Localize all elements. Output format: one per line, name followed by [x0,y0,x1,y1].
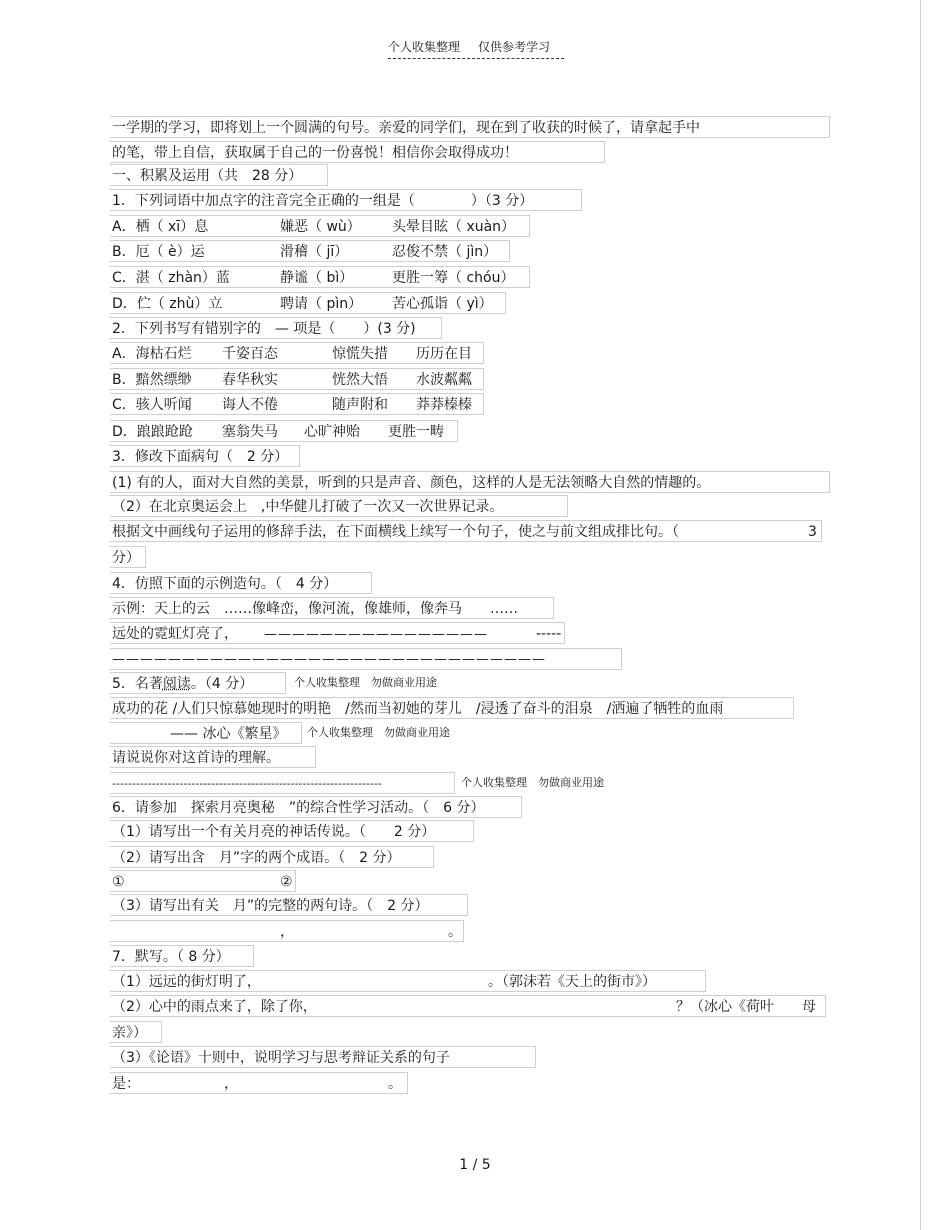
page-number: 1 / 5 [459,1157,491,1173]
q7-stem: 7．默写。（ 8 分） [110,945,254,967]
q5-poem: 成功的花 /人们只惊慕她现时的明艳 /然而当初她的芽儿 /浸透了奋斗的泪泉 /洒遍了牺牲的血雨 [110,697,794,719]
q3-sentence-2: （2）在北京奥运会上 ,中华健儿打破了一次又一次世界记录。 [110,495,568,517]
intro-line-2: 的笔，带上自信，获取属于自己的一份喜悦！相信你会取得成功！ [110,141,605,163]
q5-note-2: 个人收集整理 勿做商业用途 [307,726,450,739]
section-title: 一、积累及运用（共 28 分） [110,164,328,186]
q1-option-b: B．厄（ è）运 滑稽（ jī） 忍俊不禁（ jìn） [110,240,510,262]
q1-option-c: C．湛（ zhàn）蓝 静谧（ bì） 更胜一筹（ chóu） [110,266,530,288]
q2-option-b: B．黯然缥缈 春华秋实 恍然大悟 水波粼粼 [110,368,484,390]
q4-example: 示例：天上的云 ……像峰峦，像河流，像雄师，像奔马 …… [110,597,554,619]
q5-author: —— 冰心《繁星》 [110,722,302,744]
q6-part-2-answers: ① ② [110,870,296,892]
q5-note: 个人收集整理 勿做商业用途 [294,676,437,689]
page-edge-line [920,0,921,1230]
q7-part-2-end: 亲》） [110,1021,162,1043]
q2-stem: 2．下列书写有错别字的 — 项是（ ）(3 分) [110,317,442,339]
intro-line-1: 一学期的学习，即将划上一个圆满的句号。亲爱的同学们，现在到了收获的时候了，请拿起手中 [110,116,830,138]
q5-prompt: 请说说你对这首诗的理解。 [110,746,316,768]
q5-answer-line: -------------------------------------------------------------------- [110,772,455,794]
q3-instruction-end: 分） [110,546,146,568]
q6-part-2: （2）请写出含 月”字的两个成语。（ 2 分） [110,846,434,868]
q5-stem: 5．名著阅读。（4 分） [110,672,286,694]
q4-answer-line-1: 远处的霓虹灯亮了， ———————————————— ----- [110,622,565,644]
q4-answer-line-2: ——————————————————————————————— [110,648,622,670]
page-header [388,38,564,59]
q1-stem: 1．下列词语中加点字的注音完全正确的一组是（ ）（3 分） [110,189,582,211]
q6-part-1: （1）请写出一个有关月亮的神话传说。（ 2 分） [110,820,474,842]
q6-part-3-answer: ， 。 [110,920,464,942]
q2-option-d: D．踉踉跄跄 塞翁失马 心旷神贻 更胜一畴 [110,420,458,442]
q7-part-1: （1）远远的街灯明了， 。（郭沫若《天上的街市》） [110,970,706,992]
header-left: 个人收集整理 [388,40,461,54]
q7-part-3-answer: 是： ， 。 [110,1072,408,1094]
q6-part-3: （3）请写出有关 月”的完整的两句诗。（ 2 分） [110,894,468,916]
q1-option-d: D．伫（ zhù）立 聘请（ pìn） 苦心孤诣（ yì） [110,292,506,314]
q5-note-3: 个人收集整理 勿做商业用途 [461,776,604,789]
q3-instruction: 根据文中画线句子运用的修辞手法，在下面横线上续写一个句子，使之与前文组成排比句。（ 3 [110,520,822,542]
q7-part-2: （2）心中的雨点来了，除了你， ？（冰心《荷叶 母 [110,995,826,1017]
q3-sentence-1: (1) 有的人，面对大自然的美景，听到的只是声音、颜色，这样的人是无法领略大自然的情趣的。 [110,471,830,493]
q2-option-c: C．骇人听闻 诲人不倦 随声附和 莽莽榛榛 [110,393,484,415]
header-right: 仅供参考学习 [478,40,551,54]
q6-stem: 6．请参加 探索月亮奥秘 ”的综合性学习活动。（ 6 分） [110,796,522,818]
q2-option-a: A．海枯石烂 千姿百态 惊慌失措 历历在目 [110,342,484,364]
q7-part-3: （3）《论语》十则中，说明学习与思考辩证关系的句子 [110,1046,536,1068]
q3-stem: 3．修改下面病句（ 2 分） [110,445,300,467]
q1-option-a: A．栖（ xī）息 嫌恶（ wù） 头晕目眩（ xuàn） [110,215,530,237]
q4-stem: 4．仿照下面的示例造句。（ 4 分） [110,572,372,594]
